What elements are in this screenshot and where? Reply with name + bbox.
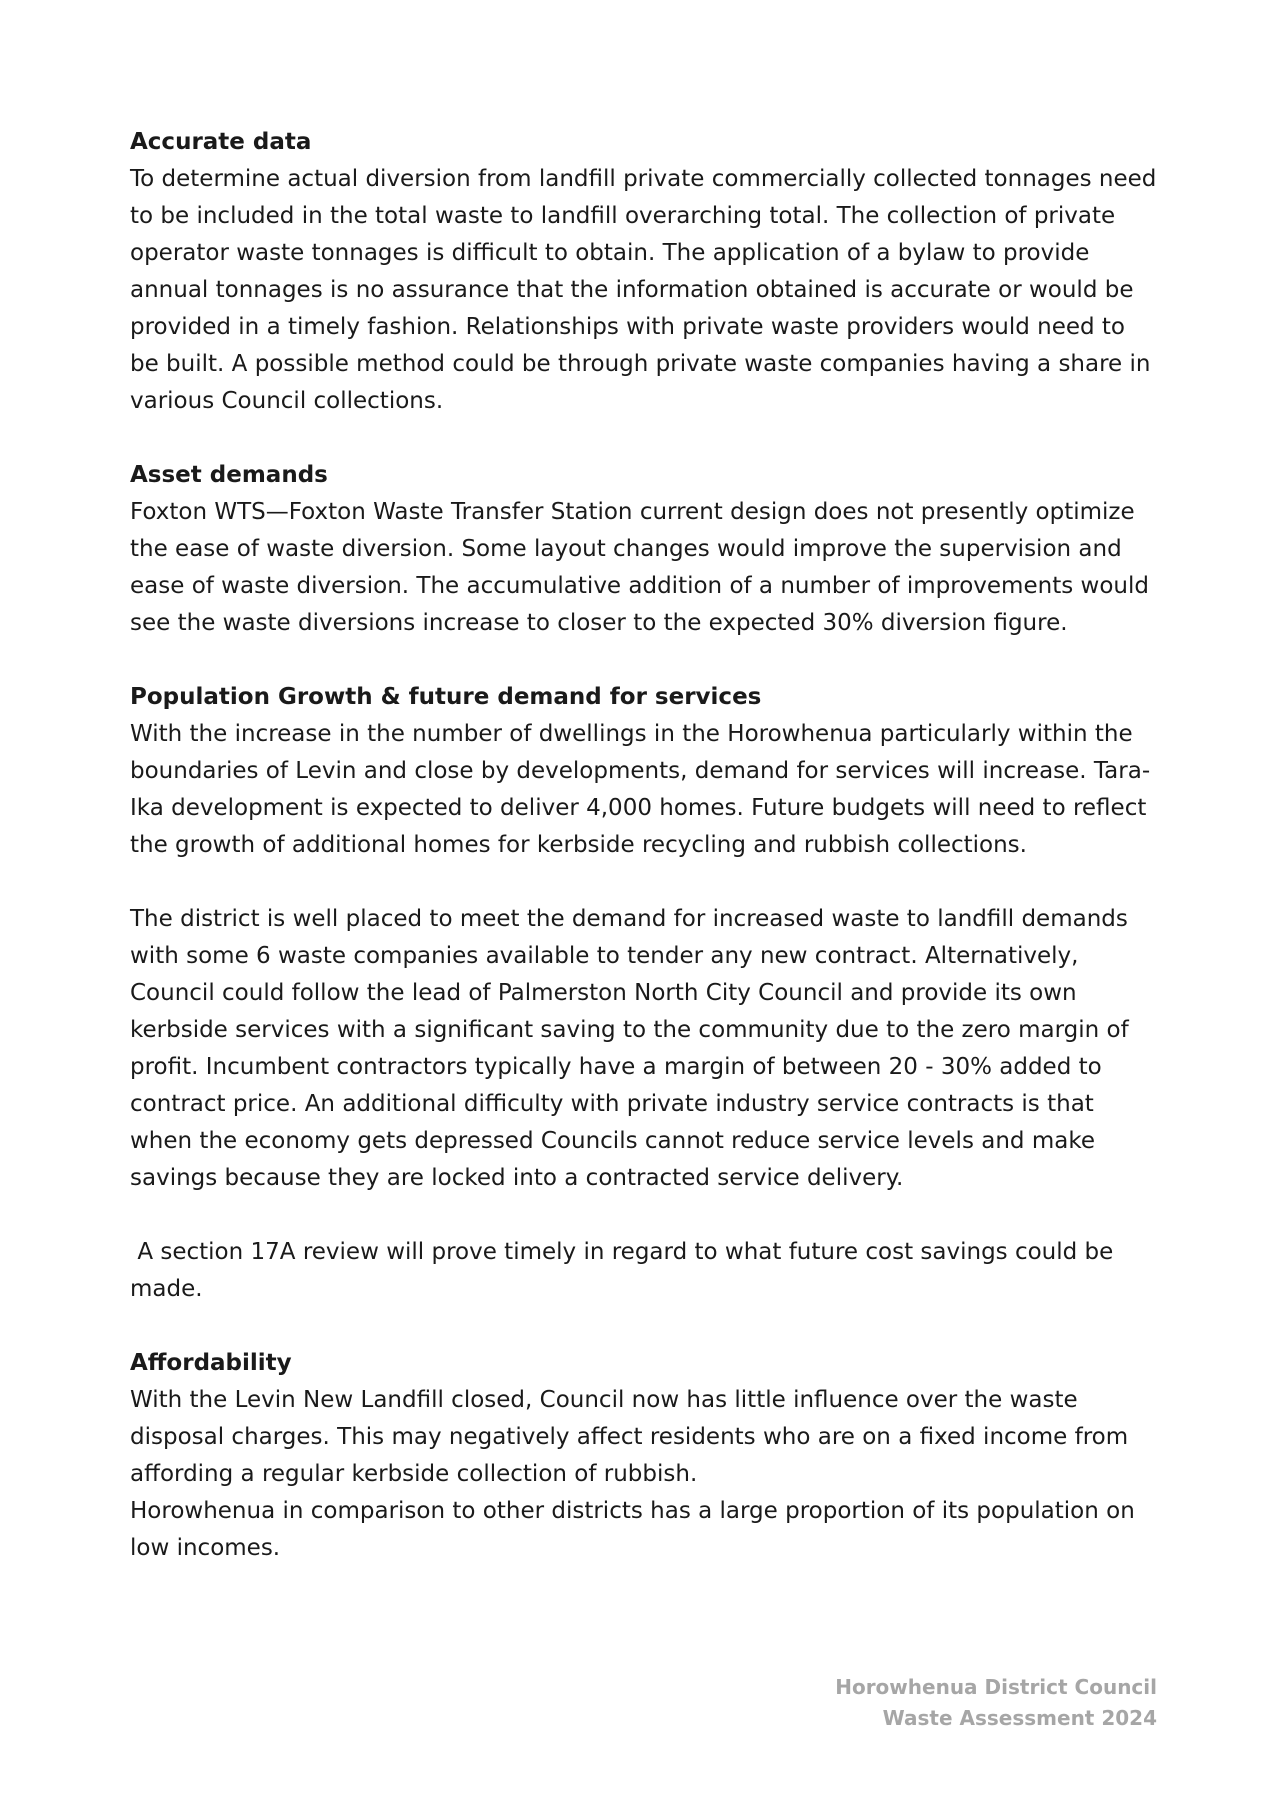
section-affordability [130, 1345, 1160, 1567]
section-asset-demands [130, 457, 1160, 642]
section-paragraph: Foxton WTS—Foxton Waste Transfer Station current design does not presently optimize the ease of waste diversion. Some layout changes would improve the supervision and ease of waste diversion. The accumulative addition of a number of improvements would see the waste diversions increase to closer to the expected 30% diversion figure. [130, 499, 1149, 636]
section-population-growth [130, 679, 1160, 1308]
section-heading: Affordability [130, 1350, 292, 1376]
section-heading: Population Growth & future demand for services [130, 684, 762, 710]
section-paragraph: With the Levin New Landfill closed, Council now has little influence over the waste disposal charges. This may negatively affect residents who are on a fixed income from affording a regular kerbside collection of rubbish. [130, 1387, 1129, 1487]
section-heading: Accurate data [130, 129, 312, 155]
page-footer [835, 1672, 1157, 1734]
document-body [130, 124, 1160, 1604]
section-accurate-data [130, 124, 1160, 420]
section-paragraph: A section 17A review will prove timely in regard to what future cost savings could be made. [130, 1239, 1121, 1302]
section-paragraph: To determine actual diversion from landfill private commercially collected tonnages need to be included in the total waste to landfill overarching total. The collection of private operator waste tonnages is difficult to obtain. The application of a bylaw to provide annual tonnages is no assurance that the information obtained is accurate or would be provided in a timely fashion. Relationships with private waste providers would need to be built. A possible method could be through private waste companies having a share in various Council collections. [130, 166, 1157, 414]
section-paragraph: Horowhenua in comparison to other districts has a large proportion of its population on low incomes. [130, 1498, 1135, 1561]
section-paragraph: With the increase in the number of dwellings in the Horowhenua particularly within the boundaries of Levin and close by developments, demand for services will increase. Tara-Ika development is expected to deliver 4,000 homes. Future budgets will need to reflect the growth of additional homes for kerbside recycling and rubbish collections. [130, 721, 1151, 858]
footer-organization: Horowhenua District Council [835, 1675, 1157, 1699]
section-paragraph: The district is well placed to meet the demand for increased waste to landfill demands with some 6 waste companies available to tender any new contract. Alternatively, Council could follow the lead of Palmerston North City Council and provide its own kerbside services with a significant saving to the community due to the zero margin of profit. Incumbent contractors typically have a margin of between 20 - 30% added to contract price. An additional difficulty with private industry service contracts is that when the economy gets depressed Councils cannot reduce service levels and make savings because they are locked into a contracted service delivery. [130, 906, 1129, 1191]
section-heading: Asset demands [130, 462, 328, 488]
footer-document-title: Waste Assessment 2024 [882, 1706, 1157, 1730]
